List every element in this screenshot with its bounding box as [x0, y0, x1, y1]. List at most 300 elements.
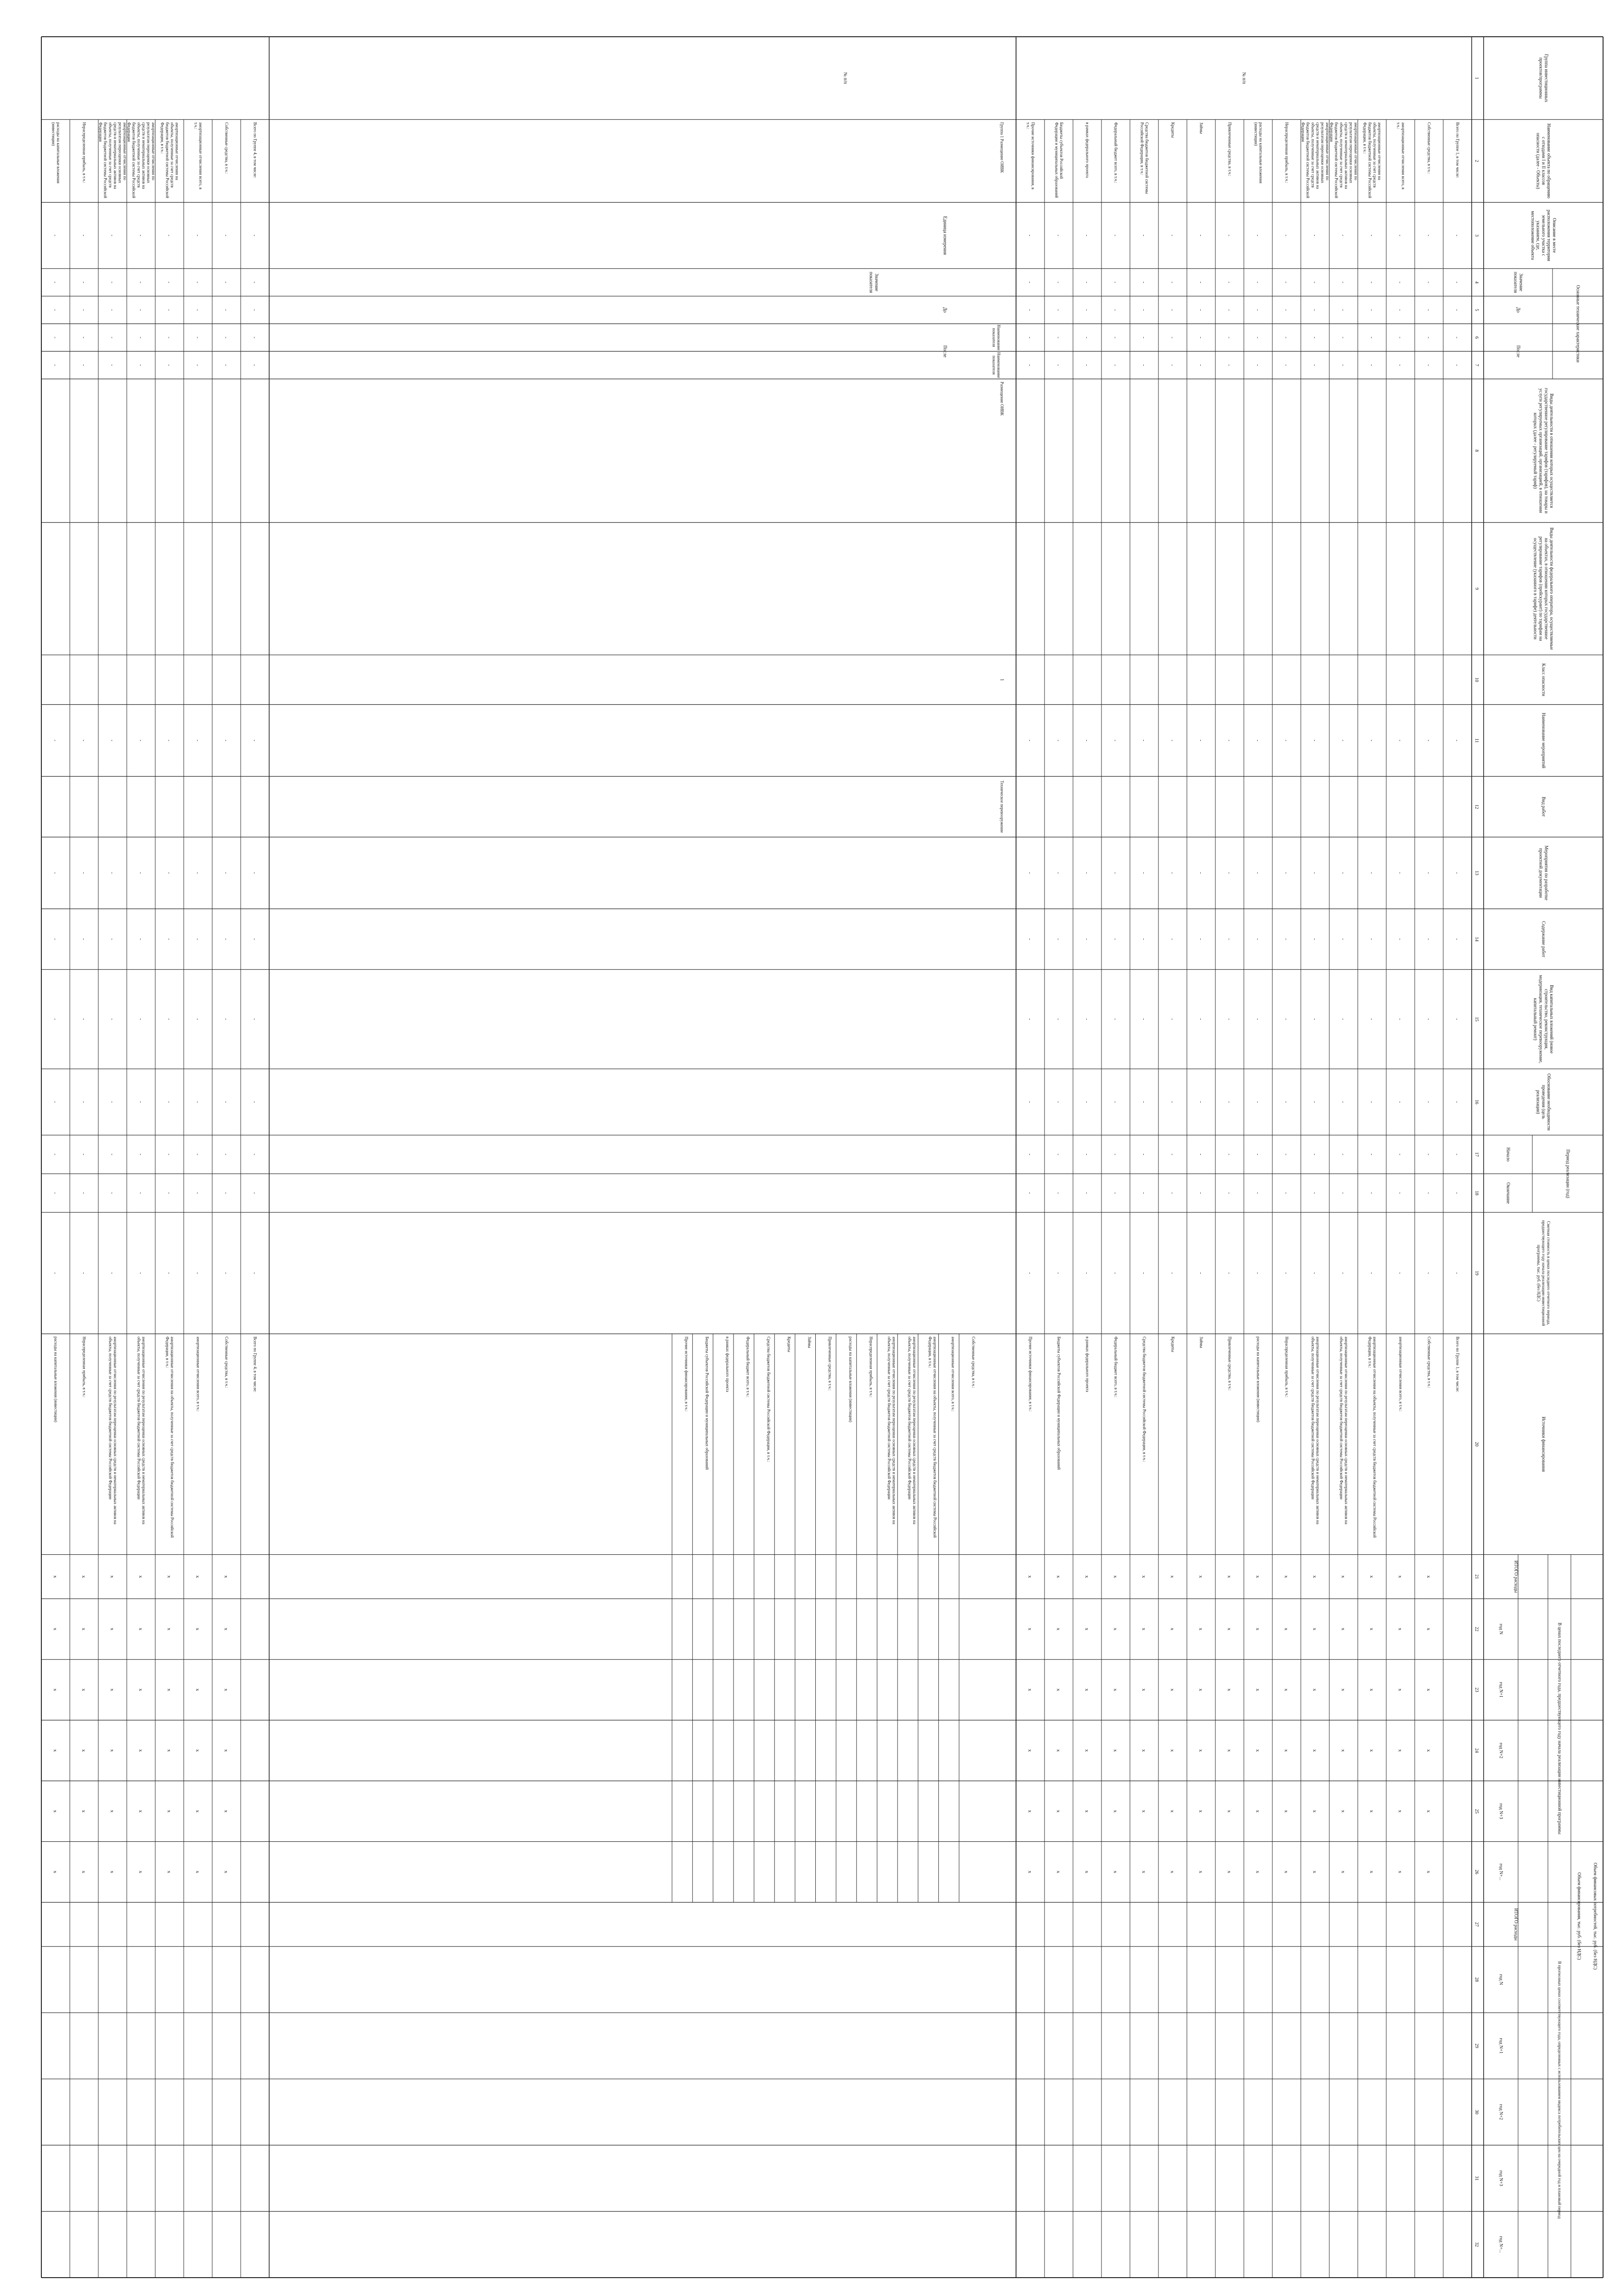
row-label: Нераспределенная прибыль, в т.ч.: — [1284, 122, 1289, 183]
dash-mark: - — [1312, 1018, 1317, 1020]
dash-mark: - — [81, 364, 86, 366]
row-source-label: Бюджеты субъектов Российской Федерации и муниципальных образований — [1056, 1336, 1062, 1470]
dash-mark: - — [1027, 739, 1033, 742]
dash-mark: - — [1141, 281, 1146, 283]
row-source-label: амортизационные отчисления по результатам переоценки основных средств и нематериальных активов наобъекты, полученные за счет средств бюджетов бюджетной системы Российской Федерации — [136, 1336, 146, 1525]
row-label: Займы — [1199, 122, 1204, 134]
dash-mark: - — [1312, 872, 1317, 874]
dash-mark: - — [1369, 938, 1374, 940]
cross-mark: х — [81, 1688, 86, 1691]
dash-mark: - — [52, 1192, 58, 1194]
dash-mark: - — [252, 234, 257, 236]
dash-mark: - — [1027, 1101, 1033, 1103]
cross-mark: х — [81, 1810, 86, 1813]
work-type-value: Техническое перевооружение — [999, 780, 1005, 833]
dash-mark: - — [1226, 938, 1232, 940]
dash-mark: - — [166, 364, 172, 366]
dash-mark: - — [1283, 739, 1289, 742]
dash-mark: - — [1312, 364, 1317, 366]
dash-mark: - — [138, 1154, 143, 1155]
dash-mark: - — [1340, 1101, 1346, 1103]
dash-mark: - — [138, 309, 143, 311]
hazard-class-value: 1 — [999, 678, 1005, 681]
dash-mark: - — [1369, 1101, 1374, 1103]
dash-mark: - — [252, 1272, 257, 1274]
dash-mark: - — [1027, 337, 1033, 338]
dash-mark: - — [195, 1272, 200, 1274]
dash-mark: - — [1454, 1192, 1460, 1194]
cross-mark: х — [1112, 1749, 1118, 1752]
dash-mark: - — [1112, 309, 1118, 311]
cross-mark: х — [1141, 1810, 1146, 1813]
dash-mark: - — [1056, 872, 1061, 874]
column-number: 22 — [1474, 1626, 1479, 1632]
header-tech-after: После — [1515, 345, 1521, 358]
dash-mark: - — [1255, 234, 1260, 236]
cross-mark: х — [195, 1688, 200, 1691]
header-object-name: Наименование объекта по обращениюс отходами I и II классовопасности (далее - Объекты) — [1535, 123, 1552, 198]
header-year-ip: год N+2 — [1498, 1743, 1503, 1759]
dash-mark: - — [1169, 938, 1175, 940]
cross-mark: х — [1027, 1627, 1033, 1631]
cross-mark: х — [1198, 1810, 1203, 1813]
row-label: Федеральный бюджет всего, в т.ч.: — [1113, 122, 1118, 183]
dash-mark: - — [252, 281, 257, 283]
cross-mark: х — [1397, 1749, 1403, 1752]
tech-name-2: Наименованиепоказателя — [991, 352, 1001, 378]
dash-mark: - — [109, 1101, 115, 1103]
column-number: 3 — [1474, 234, 1479, 237]
dash-mark: - — [1312, 281, 1317, 283]
dash-mark: - — [1198, 337, 1203, 338]
dash-mark: - — [1226, 281, 1232, 283]
dash-mark: - — [1169, 1272, 1175, 1274]
column-number: 14 — [1474, 937, 1479, 942]
dash-mark: - — [1112, 364, 1118, 366]
dash-mark: - — [1340, 1272, 1346, 1274]
cross-mark: х — [1112, 1810, 1118, 1813]
column-number: 18 — [1474, 1191, 1479, 1196]
dash-mark: - — [1056, 234, 1061, 236]
dash-mark: - — [1340, 872, 1346, 874]
cross-mark: х — [81, 1870, 86, 1874]
cross-mark: х — [1340, 1810, 1346, 1813]
dash-mark: - — [1369, 1154, 1374, 1155]
dash-mark: - — [252, 938, 257, 940]
cross-mark: х — [1426, 1575, 1431, 1578]
dash-mark: - — [109, 739, 115, 742]
cross-mark: х — [1198, 1870, 1203, 1874]
cross-mark: х — [1312, 1810, 1317, 1813]
dash-mark: - — [1454, 739, 1460, 742]
cross-mark: х — [1056, 1749, 1061, 1752]
header-tech-value: Значениепоказателя — [1513, 271, 1524, 293]
dash-mark: - — [1369, 1018, 1374, 1020]
dash-mark: - — [1169, 281, 1175, 283]
cross-mark: х — [1426, 1870, 1431, 1874]
dash-mark: - — [1312, 938, 1317, 940]
dash-mark: - — [1454, 337, 1460, 338]
cross-mark: х — [1255, 1870, 1260, 1874]
cross-mark: х — [109, 1810, 115, 1813]
dash-mark: - — [1340, 1154, 1346, 1155]
header-location: Описание в местерасположения территорииземельного участка суказанием, где,местоположение объекта — [1530, 209, 1557, 261]
dash-mark: - — [195, 1192, 200, 1194]
dash-mark: - — [1112, 739, 1118, 742]
cross-mark: х — [1027, 1688, 1033, 1691]
dash-mark: - — [1397, 739, 1403, 742]
row-source-label: в рамках федерального проекта — [725, 1336, 730, 1392]
cross-mark: х — [1056, 1810, 1061, 1813]
dash-mark: - — [1369, 739, 1374, 742]
column-number: 20 — [1474, 1442, 1479, 1447]
dash-mark: - — [1397, 1154, 1403, 1155]
dash-mark: - — [1084, 337, 1090, 338]
cross-mark: х — [1027, 1575, 1033, 1578]
row-label: расходы на капитальные вложения(инвестиции) — [51, 122, 61, 184]
column-number: 12 — [1474, 804, 1479, 809]
dash-mark: - — [1112, 872, 1118, 874]
column-number: 27 — [1474, 1922, 1479, 1927]
dash-mark: - — [1198, 1272, 1203, 1274]
dash-mark: - — [252, 337, 257, 338]
dash-mark: - — [223, 938, 229, 940]
dash-mark: - — [223, 1192, 229, 1194]
dash-mark: - — [1027, 281, 1033, 283]
dash-mark: - — [252, 1192, 257, 1194]
column-number: 29 — [1474, 2043, 1479, 2048]
cross-mark: х — [1084, 1575, 1090, 1578]
cross-mark: х — [1084, 1749, 1090, 1752]
dash-mark: - — [1027, 364, 1033, 366]
row-label: в рамках федерального проекта — [1085, 122, 1090, 178]
dash-mark: - — [1312, 1101, 1317, 1103]
row-source-label: Собственные средства, в т.ч.: — [971, 1336, 976, 1388]
cross-mark: х — [1169, 1810, 1175, 1813]
row-label: Всего по Группе 4, в том числе: — [253, 122, 258, 178]
dash-mark: - — [1084, 1192, 1090, 1194]
header-hazard-class: Класс опасности — [1541, 663, 1546, 697]
row-source-label: амортизационные отчисления по результатам переоценки основных средств и нематериальных активов наобъекты, полученные за счет средств бюджетов бюджетной системы Российской Федерации — [108, 1336, 118, 1525]
column-number: 30 — [1474, 2110, 1479, 2115]
cross-mark: х — [166, 1688, 172, 1691]
row-source-label: Кредиты — [1170, 1336, 1175, 1352]
dash-mark: - — [252, 1101, 257, 1103]
dash-mark: - — [1112, 1154, 1118, 1155]
dash-mark: - — [223, 234, 229, 236]
column-number: 23 — [1474, 1687, 1479, 1692]
cross-mark: х — [1369, 1810, 1374, 1813]
dash-mark: - — [1454, 281, 1460, 283]
dash-mark: - — [1141, 1192, 1146, 1194]
row-source-label: амортизационные отчисления всего, в т.ч.: — [951, 1336, 956, 1412]
dash-mark: - — [1084, 309, 1090, 311]
header-year-forecast: год N+... — [1498, 2236, 1503, 2253]
cross-mark: х — [1226, 1627, 1232, 1631]
dash-mark: - — [195, 872, 200, 874]
dash-mark: - — [1056, 364, 1061, 366]
dash-mark: - — [1198, 1192, 1203, 1194]
header-tech-before: До — [1515, 307, 1521, 313]
header-tech-chars: Основные технические характеристики — [1575, 285, 1581, 363]
cross-mark: х — [1169, 1627, 1175, 1631]
dash-mark: - — [52, 739, 58, 742]
dash-mark: - — [109, 1272, 115, 1274]
dash-mark: - — [223, 739, 229, 742]
cross-mark: х — [1226, 1870, 1232, 1874]
column-number: 31 — [1474, 2176, 1479, 2181]
row-source-label: Собственные средства, в т.ч.: — [224, 1336, 229, 1388]
dash-mark: - — [195, 364, 200, 366]
dash-mark: - — [1397, 364, 1403, 366]
cross-mark: х — [138, 1627, 143, 1631]
dash-mark: - — [109, 281, 115, 283]
column-number: 26 — [1474, 1869, 1479, 1874]
cross-mark: х — [166, 1575, 172, 1578]
dash-mark: - — [1084, 1018, 1090, 1020]
dash-mark: - — [1084, 1272, 1090, 1274]
dash-mark: - — [1426, 1018, 1431, 1020]
row-label: амортизационные отчисления порезультатам переоценки основныхсредств и нематериальных активов наобъекты, полученные за счет средствбюджетов бюджетной системы РоссийскойФедерации — [98, 122, 128, 198]
dash-mark: - — [1340, 337, 1346, 338]
cross-mark: х — [1112, 1870, 1118, 1874]
cross-mark: х — [1369, 1688, 1374, 1691]
dash-mark: - — [1198, 872, 1203, 874]
header-total-forecast: ИТОГО расходы — [1513, 1908, 1519, 1941]
dash-mark: - — [109, 364, 115, 366]
cross-mark: х — [52, 1688, 58, 1691]
row-source-label: Займы — [807, 1336, 812, 1348]
dash-mark: - — [252, 1154, 257, 1155]
row-label: Собственные средства, в т.ч.: — [224, 122, 229, 174]
dash-mark: - — [1397, 872, 1403, 874]
row-label: амортизационные отчисления всего, вт.ч.: — [1396, 122, 1406, 190]
dash-mark: - — [1369, 281, 1374, 283]
dash-mark: - — [1255, 1192, 1260, 1194]
dash-mark: - — [195, 234, 200, 236]
dash-mark: - — [166, 1154, 172, 1155]
dash-mark: - — [1283, 281, 1289, 283]
dash-mark: - — [1397, 234, 1403, 236]
header-financing-sources: Источники финансирования — [1541, 1416, 1546, 1472]
cross-mark: х — [166, 1749, 172, 1752]
header-year-ip: год N — [1498, 1623, 1503, 1635]
dash-mark: - — [138, 281, 143, 283]
cross-mark: х — [1397, 1575, 1403, 1578]
dash-mark: - — [223, 364, 229, 366]
dash-mark: - — [1198, 1101, 1203, 1103]
column-number: 6 — [1474, 336, 1479, 339]
dash-mark: - — [223, 1101, 229, 1103]
dash-mark: - — [1198, 281, 1203, 283]
dash-mark: - — [1283, 1192, 1289, 1194]
cross-mark: х — [195, 1575, 200, 1578]
dash-mark: - — [1426, 1272, 1431, 1274]
dash-mark: - — [52, 1154, 58, 1155]
dash-mark: - — [1056, 1192, 1061, 1194]
dash-mark: - — [1283, 872, 1289, 874]
dash-mark: - — [1169, 364, 1175, 366]
cross-mark: х — [166, 1870, 172, 1874]
header-col8: Виды деятельности в отношении которых осуществляетсягосударственное регулирование тарифов (тарифов), на товары иуслуги регулируемых организаций, организацией, в отношениикоторых (далее - регулируемый тариф) — [1532, 388, 1554, 514]
dash-mark: - — [1283, 1018, 1289, 1020]
dash-mark: - — [1397, 1101, 1403, 1103]
row-label: Привлеченные средства, в т.ч.: — [1227, 122, 1232, 176]
cross-mark: х — [1056, 1870, 1061, 1874]
row-source-label: амортизационные отчисления по результатам переоценки основных средств и нематериальных активов наобъекты, полученные за счет средств бюджетов бюджетной системы Российской Федерации — [1310, 1336, 1320, 1525]
tech-before: До — [942, 307, 948, 313]
dash-mark: - — [1369, 364, 1374, 366]
dash-mark: - — [1027, 1018, 1033, 1020]
column-number: 2 — [1474, 159, 1479, 162]
dash-mark: - — [1397, 1272, 1403, 1274]
dash-mark: - — [1141, 234, 1146, 236]
dash-mark: - — [1426, 364, 1431, 366]
row-source-label: амортизационные отчисления всего, в т.ч.: — [1398, 1336, 1403, 1412]
dash-mark: - — [1169, 234, 1175, 236]
dash-mark: - — [81, 872, 86, 874]
dash-mark: - — [52, 938, 58, 940]
dash-mark: - — [1084, 1101, 1090, 1103]
dash-mark: - — [1056, 938, 1061, 940]
dash-mark: - — [1226, 739, 1232, 742]
column-number: 32 — [1474, 2242, 1479, 2247]
cross-mark: х — [1426, 1749, 1431, 1752]
dash-mark: - — [1340, 1018, 1346, 1020]
dash-mark: - — [195, 1154, 200, 1155]
row-label: амортизационные отчисления наобъекты, полученные за счет средствбюджетов бюджетной системы РоссийскойФедерации, в т.ч.: — [160, 122, 180, 198]
tech-unit: Единица измерения — [942, 216, 948, 255]
cross-mark: х — [195, 1870, 200, 1874]
cross-mark: х — [195, 1810, 200, 1813]
dash-mark: - — [1226, 1101, 1232, 1103]
cross-mark: х — [1283, 1749, 1289, 1752]
dash-mark: - — [1198, 938, 1203, 940]
dash-mark: - — [1426, 1101, 1431, 1103]
row-source-label: амортизационные отчисления на объекты, полученные за счет средств бюджетов бюджетной системы РоссийскойФедерации, в т.ч.: — [928, 1336, 937, 1538]
dash-mark: - — [1255, 309, 1260, 311]
column-number: 13 — [1474, 870, 1479, 875]
cross-mark: х — [1255, 1688, 1260, 1691]
cross-mark: х — [1397, 1688, 1403, 1691]
dash-mark: - — [1312, 234, 1317, 236]
cross-mark: х — [1112, 1575, 1118, 1578]
dash-mark: - — [81, 234, 86, 236]
row-source-label: Всего по Группе 1, в том числе: — [1455, 1336, 1460, 1392]
row-label: амортизационные отчисления порезультатам переоценки основныхсредств и нематериальных активов наобъекты, полученные за счет средствбюджетов бюджетной системы РоссийскойФедерации — [1329, 122, 1359, 198]
dash-mark: - — [1169, 1018, 1175, 1020]
dash-mark: - — [1369, 337, 1374, 338]
dash-mark: - — [252, 1018, 257, 1020]
header-design-docs: Мероприятия по разработкепроектной документации — [1538, 845, 1549, 900]
row-label: амортизационные отчисления порезультатам переоценки основныхсредств и нематериальных активов наобъекты, полученные за счет средствбюджетов бюджетной системы РоссийскойФедерации — [1301, 122, 1330, 198]
dash-mark: - — [166, 1192, 172, 1194]
dash-mark: - — [1169, 872, 1175, 874]
cross-mark: х — [1312, 1870, 1317, 1874]
cross-mark: х — [1226, 1575, 1232, 1578]
cross-mark: х — [109, 1749, 115, 1752]
dash-mark: - — [1340, 1192, 1346, 1194]
dash-mark: - — [1426, 281, 1431, 283]
dash-mark: - — [166, 337, 172, 338]
dash-mark: - — [81, 337, 86, 338]
cross-mark: х — [1141, 1627, 1146, 1631]
header-financing-ip-sub: В ценах последнего отчетного года, предшествующего году начала реализации инвестиционной программы — [1557, 1622, 1562, 1835]
header-work-content: Содержание работ — [1541, 921, 1546, 957]
cross-mark: х — [1141, 1870, 1146, 1874]
dash-mark: - — [1340, 364, 1346, 366]
cross-mark: х — [138, 1810, 143, 1813]
cross-mark: х — [138, 1688, 143, 1691]
dash-mark: - — [1255, 337, 1260, 338]
row-source-label: Бюджеты субъектов Российской Федерации и муниципальных образований — [705, 1336, 710, 1470]
dash-mark: - — [1426, 337, 1431, 338]
cross-mark: х — [1255, 1575, 1260, 1578]
header-year-ip: год N+3 — [1498, 1803, 1503, 1819]
dash-mark: - — [1084, 281, 1090, 283]
dash-mark: - — [52, 281, 58, 283]
dash-mark: - — [1112, 1101, 1118, 1103]
dash-mark: - — [52, 1272, 58, 1274]
activity-label: Размещение ОИВК — [999, 382, 1005, 416]
dash-mark: - — [1056, 1101, 1061, 1103]
cross-mark: х — [1226, 1810, 1232, 1813]
dash-mark: - — [1141, 739, 1146, 742]
cross-mark: х — [1312, 1575, 1317, 1578]
dash-mark: - — [166, 1018, 172, 1020]
dash-mark: - — [1426, 1192, 1431, 1194]
dash-mark: - — [223, 337, 229, 338]
cross-mark: х — [1056, 1688, 1061, 1691]
dash-mark: - — [1112, 234, 1118, 236]
dash-mark: - — [1112, 281, 1118, 283]
cross-mark: х — [109, 1627, 115, 1631]
dash-mark: - — [166, 1101, 172, 1103]
dash-mark: - — [138, 364, 143, 366]
dash-mark: - — [138, 872, 143, 874]
column-number: 7 — [1474, 364, 1479, 366]
dash-mark: - — [1255, 872, 1260, 874]
dash-mark: - — [1454, 872, 1460, 874]
cross-mark: х — [1198, 1575, 1203, 1578]
tech-value: Значениепоказателя — [868, 271, 879, 293]
cross-mark: х — [1198, 1688, 1203, 1691]
row-source-label: Средства бюджетов бюджетной системы Российской Федерации, в т.ч.: — [766, 1336, 771, 1462]
dash-mark: - — [1112, 938, 1118, 940]
dash-mark: - — [1312, 1272, 1317, 1274]
dash-mark: - — [1369, 1192, 1374, 1194]
row-source-label: Займы — [1199, 1336, 1204, 1348]
dash-mark: - — [1084, 364, 1090, 366]
dash-mark: - — [1141, 938, 1146, 940]
row-source-label: Федеральный бюджет всего, в т.ч.: — [745, 1336, 751, 1398]
dash-mark: - — [1283, 337, 1289, 338]
cross-mark: х — [1226, 1688, 1232, 1691]
dash-mark: - — [1198, 364, 1203, 366]
cross-mark: х — [1397, 1870, 1403, 1874]
row-source-label: амортизационные отчисления всего, в т.ч.: — [196, 1336, 201, 1412]
cross-mark: х — [1027, 1749, 1033, 1752]
dash-mark: - — [1283, 1272, 1289, 1274]
row-label: расходы на капитальные вложения(инвестиции) — [1254, 122, 1263, 184]
cross-mark: х — [223, 1688, 229, 1691]
header-financing-forecast: В прогнозных ценах соответствующего года, определенных с использованием индекса потребительских цен на очередной год и плановый период — [1557, 1961, 1562, 2219]
dash-mark: - — [109, 234, 115, 236]
cross-mark: х — [1340, 1627, 1346, 1631]
column-number: 9 — [1474, 587, 1479, 590]
cross-mark: х — [223, 1627, 229, 1631]
cross-mark: х — [223, 1575, 229, 1578]
